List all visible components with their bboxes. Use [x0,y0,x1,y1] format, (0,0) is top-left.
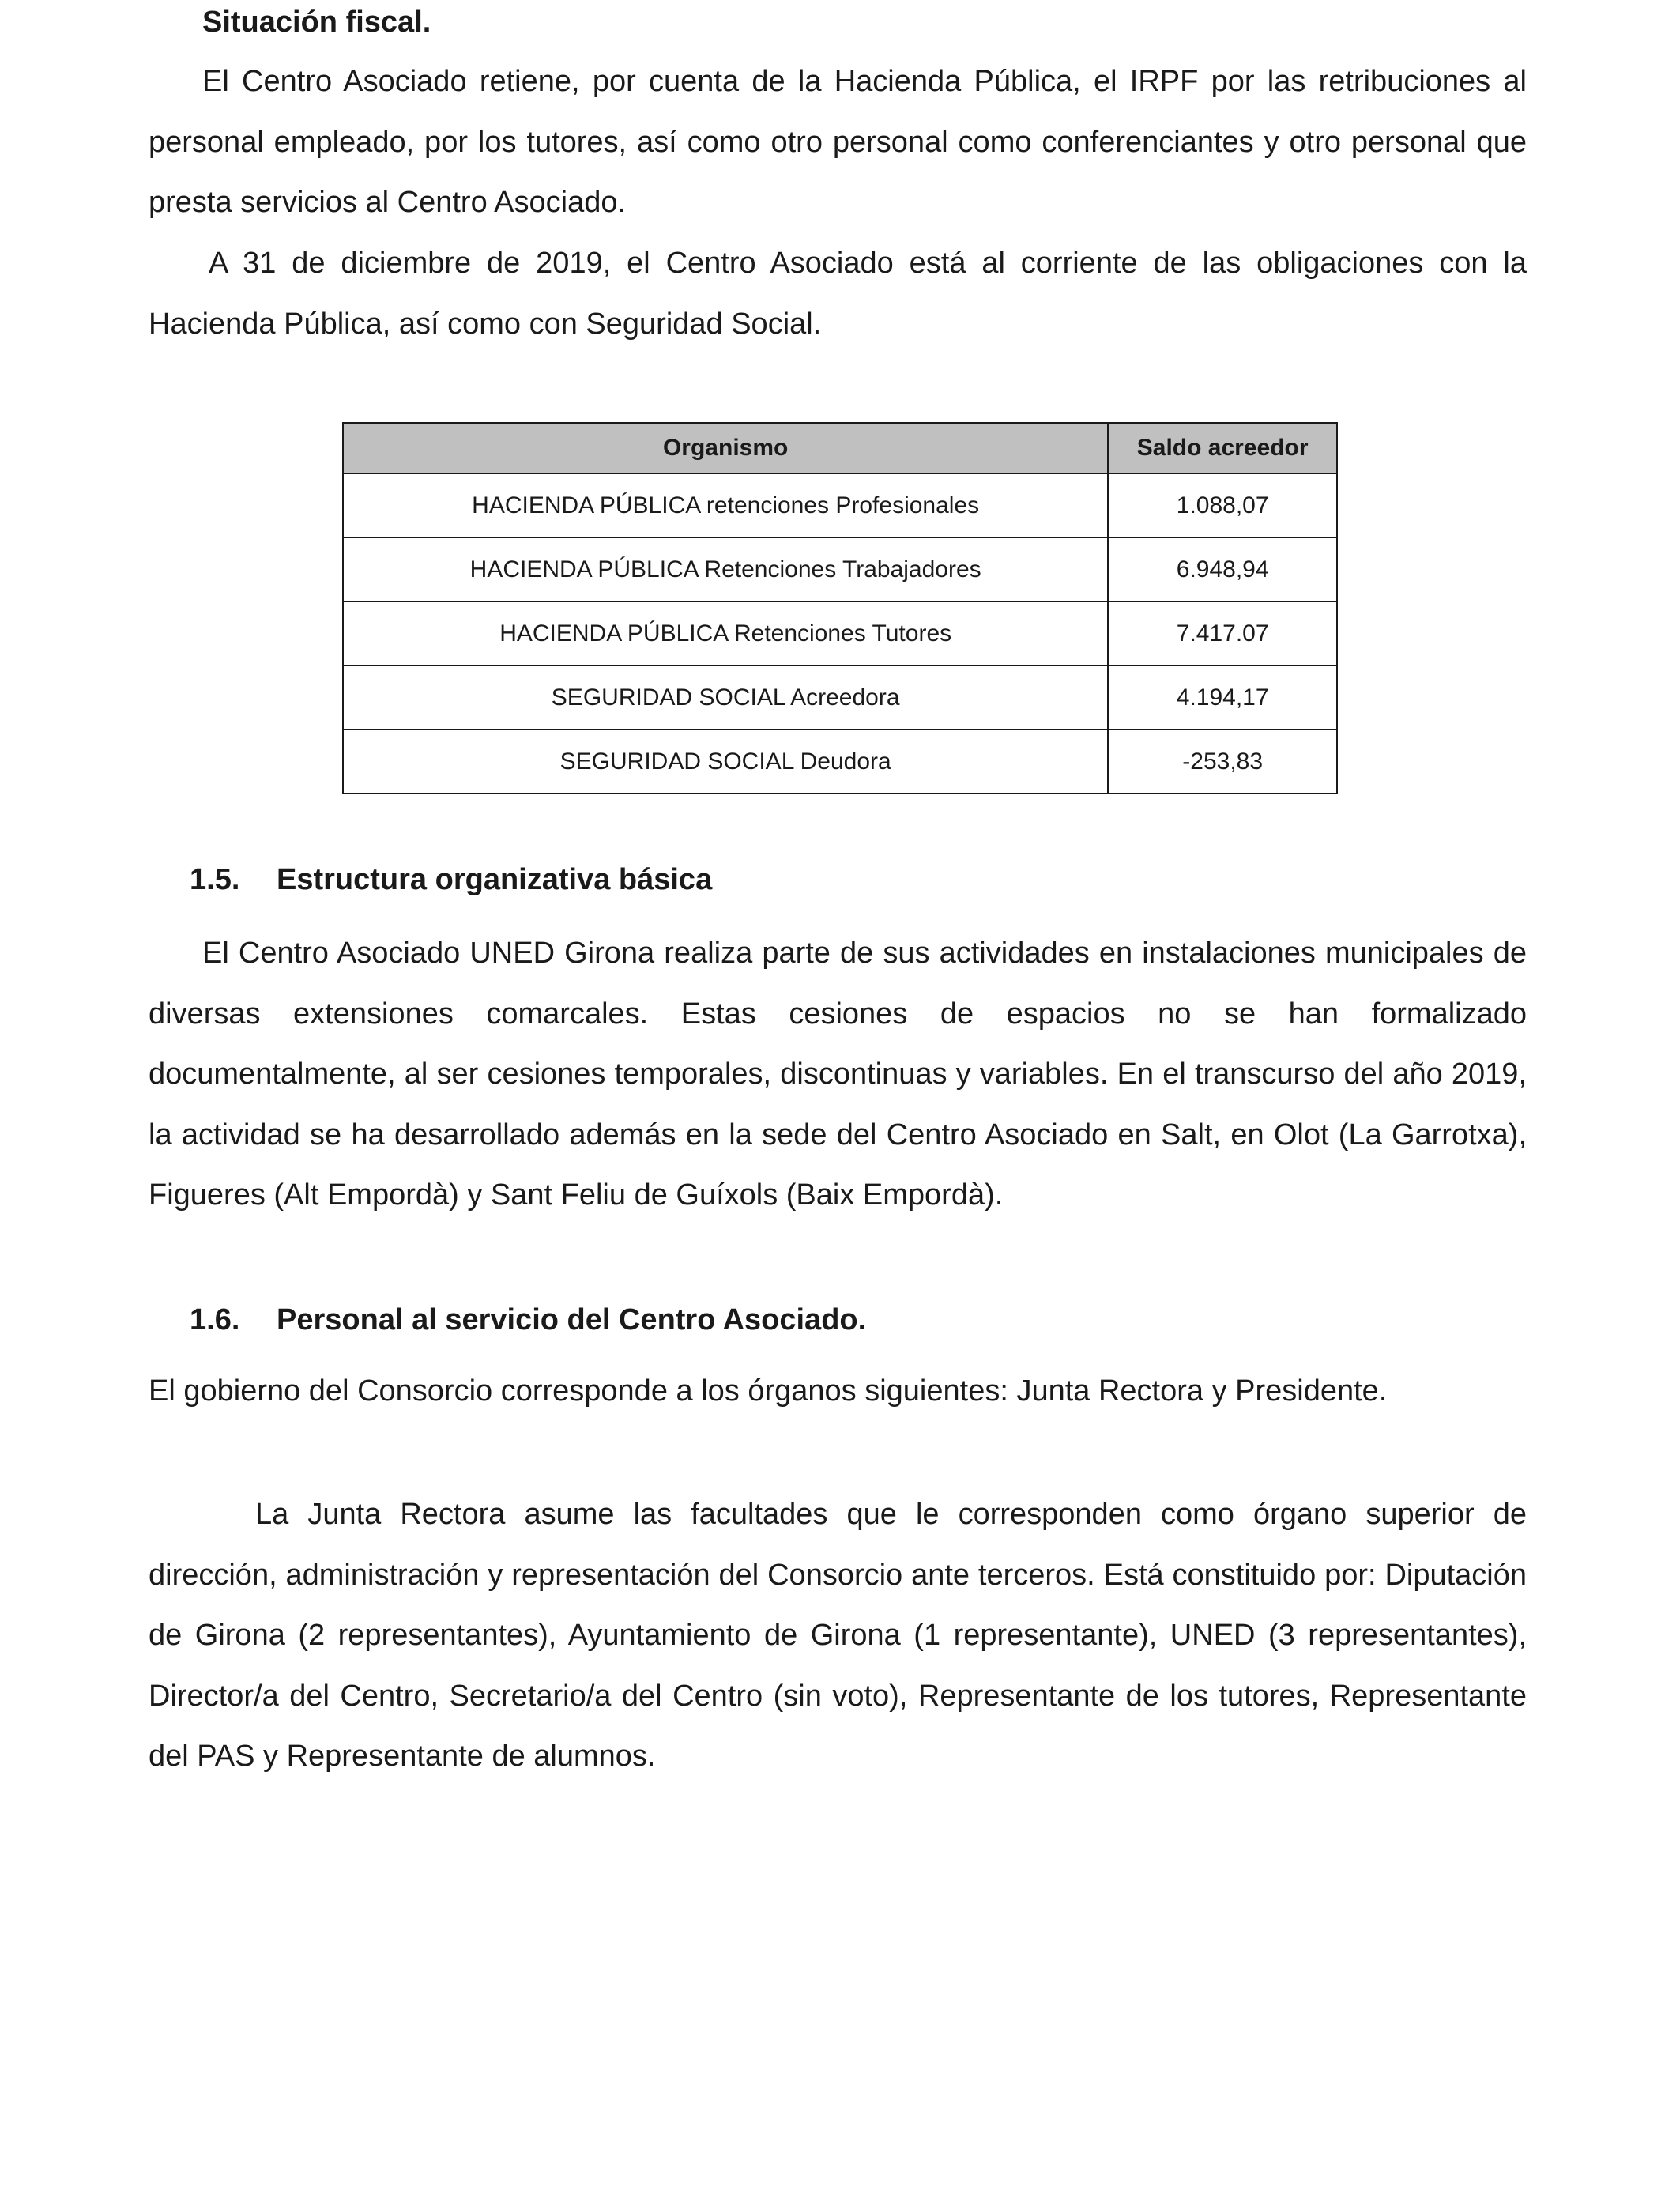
section-number: 1.5. [190,863,240,896]
table-cell-saldo: -253,83 [1108,729,1337,794]
table-cell-organismo: SEGURIDAD SOCIAL Acreedora [343,665,1108,729]
table-row [343,665,1337,729]
table-cell-saldo: 1.088,07 [1108,473,1337,537]
section-title: Personal al servicio del Centro Asociado. [277,1303,867,1336]
section-number: 1.6. [190,1303,240,1336]
fiscal-paragraph-1: El Centro Asociado retiene, por cuenta de la Hacienda Pública, el IRPF por las retribuciones al personal empleado, por los tutores, así como otro personal como conferenciantes y otro personal que presta servicios al Centro Asociado. [149,65,1527,219]
table-cell-saldo: 4.194,17 [1108,665,1337,729]
section-1-6-paragraph-2: La Junta Rectora asume las facultades que le corresponden como órgano superior de dirección, administración y representación del Consorcio ante terceros. Está constituido por: Diputación de Girona (2 representantes), Ayuntamiento de Girona (1 representante), UNED (3 representantes), Director/a del Centro, Secretario/a del Centro (sin voto), Representante de los tutores, Representante del PAS y Representante de alumnos. [149,1498,1527,1773]
fiscal-title: Situación fiscal. [202,6,431,39]
section-1-6-paragraph-1: El gobierno del Consorcio corresponde a los órganos siguientes: Junta Rectora y Presidente. [149,1374,1388,1408]
table-header-row [343,423,1337,473]
table-cell-organismo: HACIENDA PÚBLICA Retenciones Trabajadores [343,537,1108,601]
table-cell-organismo: SEGURIDAD SOCIAL Deudora [343,729,1108,794]
section-heading-1-6 [190,1296,866,1344]
fiscal-paragraph-2: A 31 de diciembre de 2019, el Centro Asociado está al corriente de las obligaciones con la Hacienda Pública, así como con Seguridad Social. [149,247,1527,341]
table-row [343,729,1337,794]
section-title: Estructura organizativa básica [277,863,713,896]
section-1-5-paragraph: El Centro Asociado UNED Girona realiza parte de sus actividades en instalaciones municipales de diversas extensiones comarcales. Estas cesiones de espacios no se han formalizado documentalmente, al ser cesiones temporales, discontinuas y variables. En el transcurso del año 2019, la actividad se ha desarrollado además en la sede del Centro Asociado en Salt, en Olot (La Garrotxa), Figueres (Alt Empordà) y Sant Feliu de Guíxols (Baix Empordà). [149,937,1527,1212]
section-heading-1-5 [190,856,712,903]
table-cell-saldo: 6.948,94 [1108,537,1337,601]
table-cell-organismo: HACIENDA PÚBLICA retenciones Profesionales [343,473,1108,537]
column-header-organismo: Organismo [343,423,1108,473]
fiscal-balance-table [342,422,1338,794]
table-cell-organismo: HACIENDA PÚBLICA Retenciones Tutores [343,601,1108,665]
column-header-saldo: Saldo acreedor [1108,423,1337,473]
table-row [343,537,1337,601]
table-cell-saldo: 7.417.07 [1108,601,1337,665]
table-row [343,601,1337,665]
table-row [343,473,1337,537]
